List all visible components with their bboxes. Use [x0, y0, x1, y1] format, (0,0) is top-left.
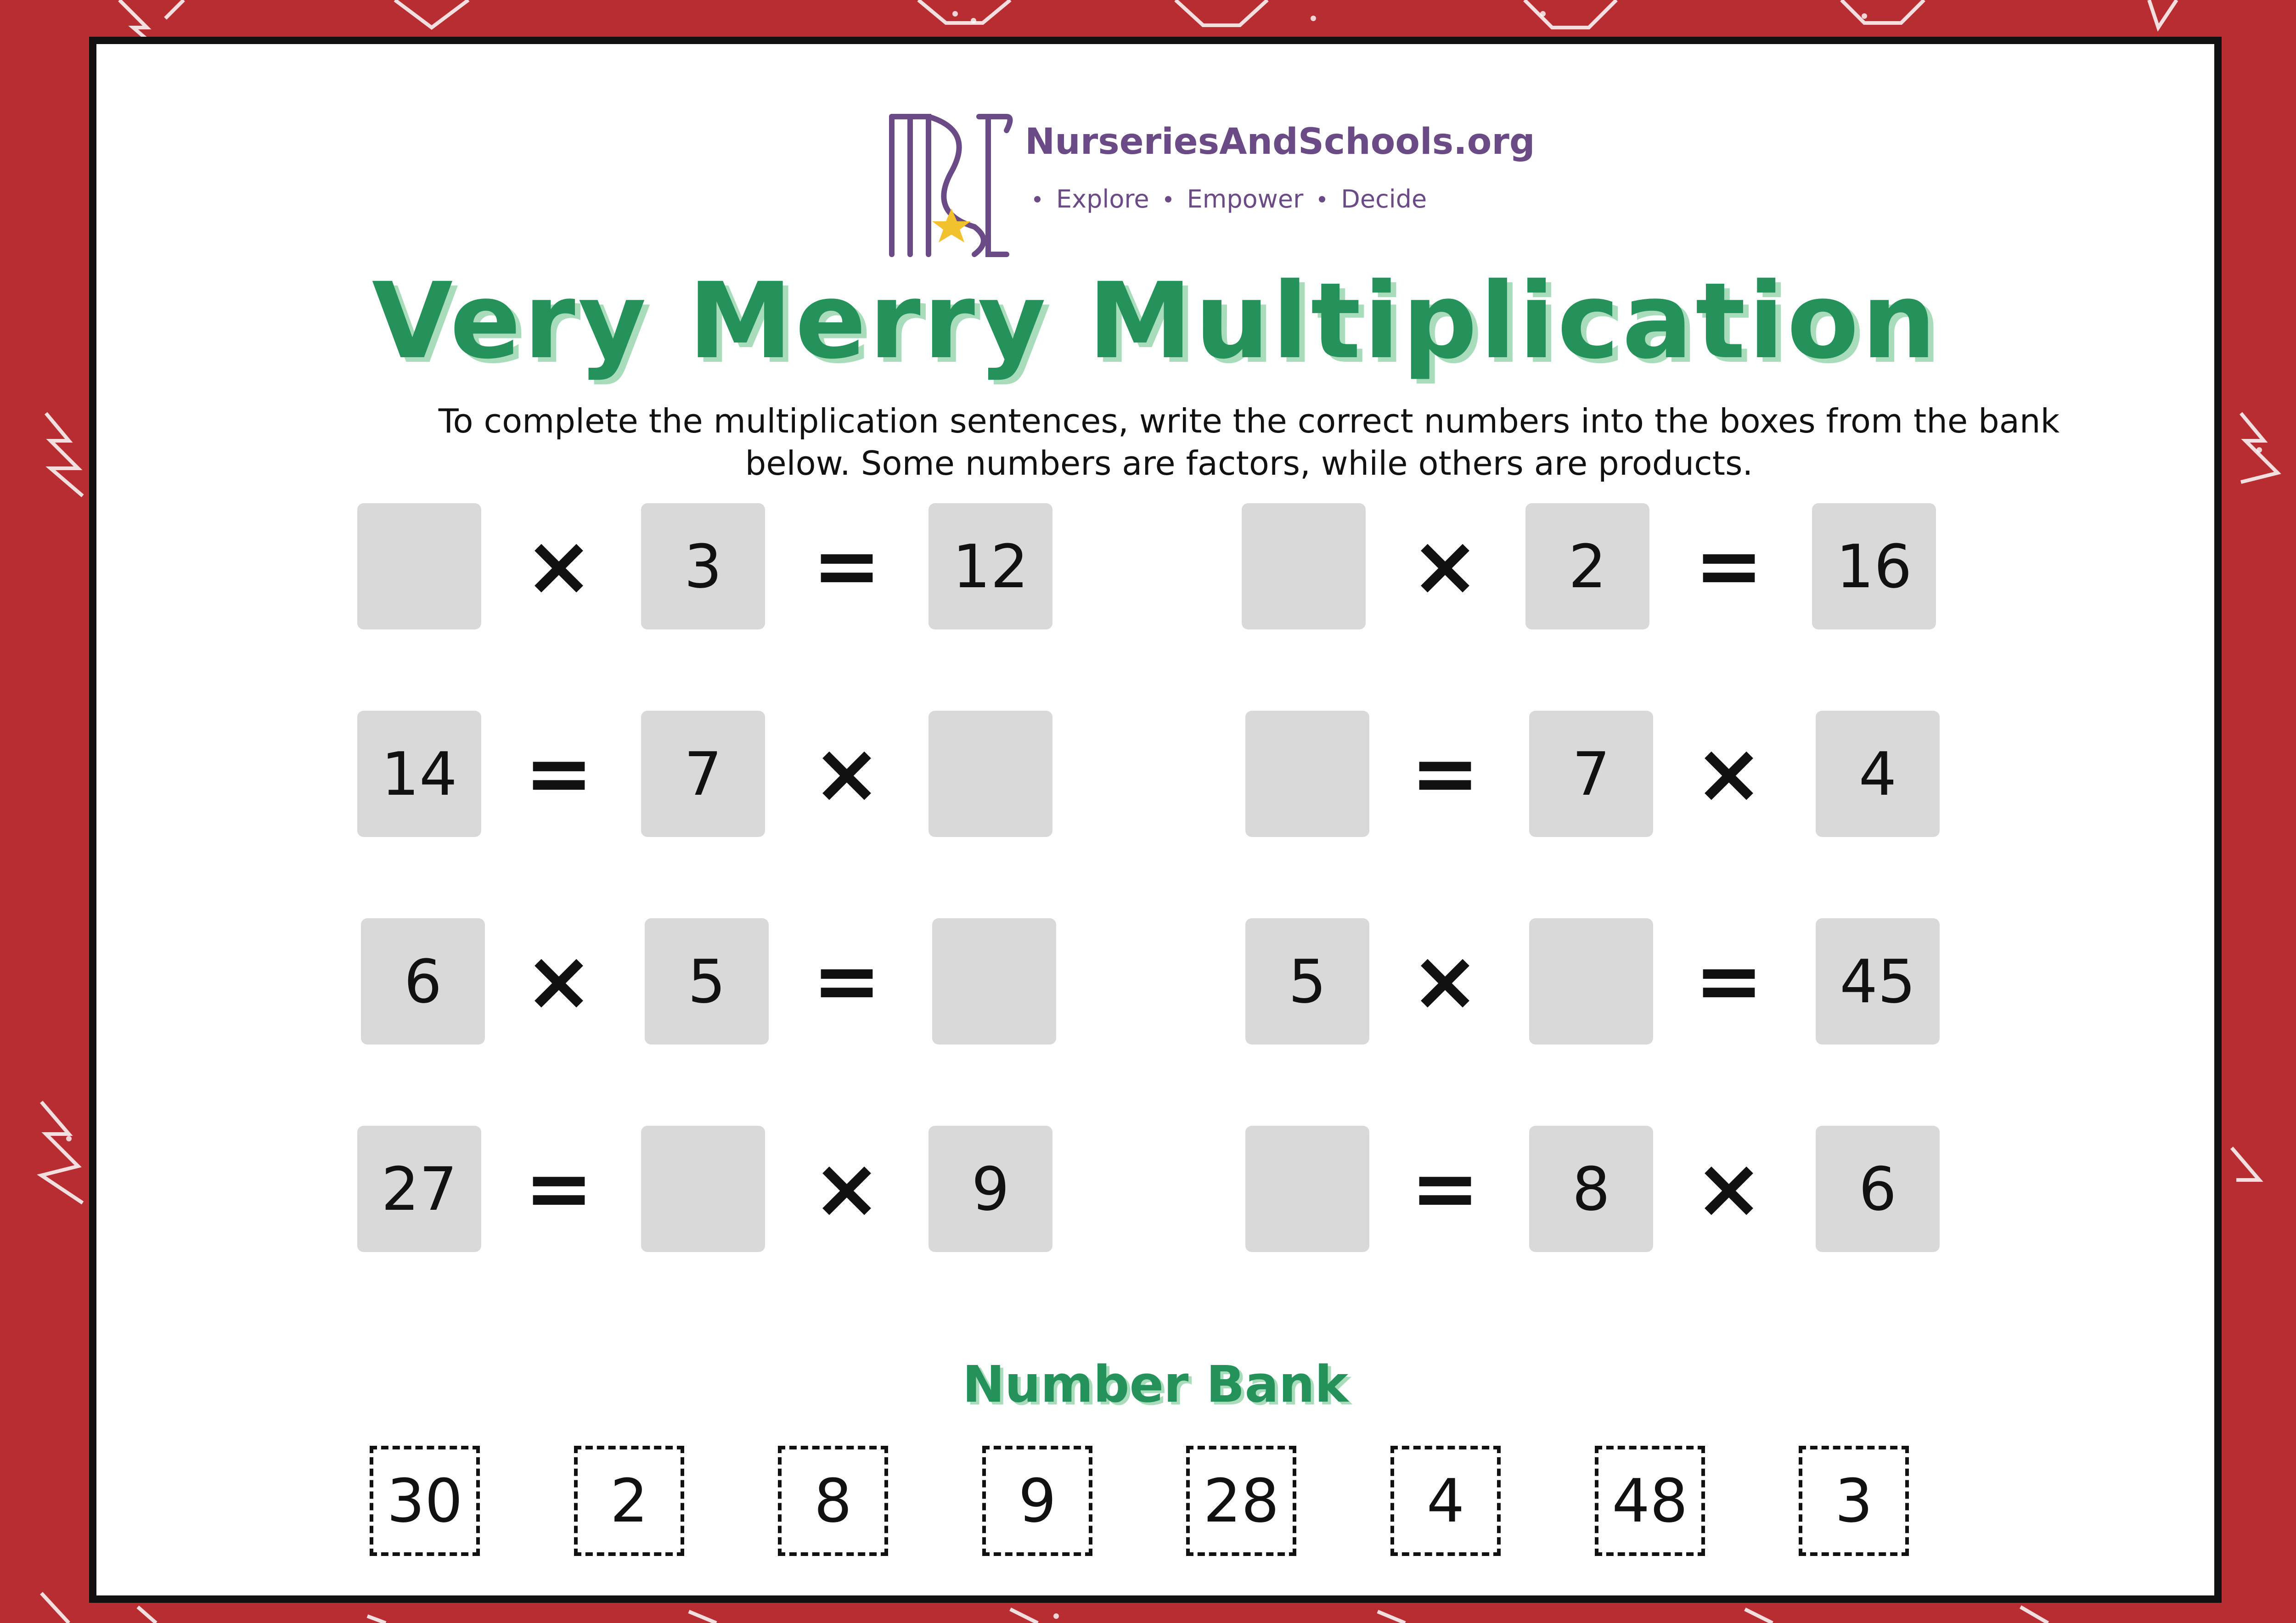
- bank-number[interactable]: 4: [1390, 1446, 1501, 1556]
- number-box[interactable]: 5: [1245, 918, 1369, 1045]
- number-box[interactable]: 2: [1525, 503, 1649, 629]
- operator-symbol: =: [1410, 1140, 1480, 1236]
- number-box[interactable]: 7: [641, 711, 765, 837]
- tagline-empower: Empower: [1187, 185, 1304, 213]
- operator-symbol: ×: [524, 518, 594, 614]
- number-box[interactable]: 12: [929, 503, 1052, 629]
- number-box[interactable]: 45: [1816, 918, 1940, 1045]
- number-box[interactable]: 7: [1529, 711, 1653, 837]
- number-box[interactable]: 27: [357, 1126, 481, 1252]
- number-box[interactable]: 6: [1816, 1126, 1940, 1252]
- operator-symbol: =: [1694, 518, 1764, 614]
- bank-number[interactable]: 9: [982, 1446, 1092, 1556]
- tagline-decide: Decide: [1341, 185, 1427, 213]
- operator-symbol: ×: [524, 933, 594, 1029]
- operator-symbol: =: [1694, 933, 1764, 1029]
- bank-number[interactable]: 8: [778, 1446, 888, 1556]
- instructions: To complete the multiplication sentences, write the correct numbers into the boxes from the bank below. Some numbers are factors, while others are products.: [438, 402, 2060, 483]
- answer-box[interactable]: [1245, 1126, 1369, 1252]
- nas-monogram-icon: [883, 103, 1016, 264]
- number-box[interactable]: 4: [1816, 711, 1940, 837]
- worksheet-title: Very Merry Multiplication: [371, 260, 1939, 382]
- operator-symbol: ×: [1694, 725, 1764, 821]
- operator-symbol: ×: [1410, 933, 1480, 1029]
- operator-symbol: ×: [1694, 1140, 1764, 1236]
- bullet-icon: [1034, 196, 1041, 202]
- number-box[interactable]: 6: [361, 918, 485, 1045]
- bullet-icon: [1165, 196, 1171, 202]
- answer-box[interactable]: [932, 918, 1056, 1045]
- number-box[interactable]: 5: [645, 918, 769, 1045]
- bank-number[interactable]: 30: [370, 1446, 480, 1556]
- bank-number[interactable]: 2: [574, 1446, 684, 1556]
- bank-number[interactable]: 3: [1799, 1446, 1909, 1556]
- worksheet-page: [89, 37, 2222, 1603]
- operator-symbol: =: [812, 933, 882, 1029]
- answer-box[interactable]: [641, 1126, 765, 1252]
- operator-symbol: ×: [812, 725, 882, 821]
- star-icon: [932, 208, 971, 242]
- number-box[interactable]: 3: [641, 503, 765, 629]
- site-logo: [883, 103, 1608, 268]
- operator-symbol: =: [524, 1140, 594, 1236]
- tagline-explore: Explore: [1056, 185, 1149, 213]
- operator-symbol: =: [812, 518, 882, 614]
- number-box[interactable]: 8: [1529, 1126, 1653, 1252]
- logo-site-name: NurseriesAndSchools.org: [1025, 121, 1535, 163]
- number-box[interactable]: 14: [357, 711, 481, 837]
- answer-box[interactable]: [1245, 711, 1369, 837]
- bank-number[interactable]: 28: [1186, 1446, 1296, 1556]
- number-bank-title: Number Bank: [962, 1355, 1349, 1414]
- bullet-icon: [1319, 196, 1325, 202]
- operator-symbol: =: [1410, 725, 1480, 821]
- answer-box[interactable]: [1529, 918, 1653, 1045]
- operator-symbol: ×: [1410, 518, 1480, 614]
- operator-symbol: =: [524, 725, 594, 821]
- number-box[interactable]: 16: [1812, 503, 1936, 629]
- number-box[interactable]: 9: [929, 1126, 1052, 1252]
- operator-symbol: ×: [812, 1140, 882, 1236]
- answer-box[interactable]: [929, 711, 1052, 837]
- bank-number[interactable]: 48: [1595, 1446, 1705, 1556]
- answer-box[interactable]: [1242, 503, 1366, 629]
- answer-box[interactable]: [357, 503, 481, 629]
- logo-tagline: [1034, 185, 1427, 213]
